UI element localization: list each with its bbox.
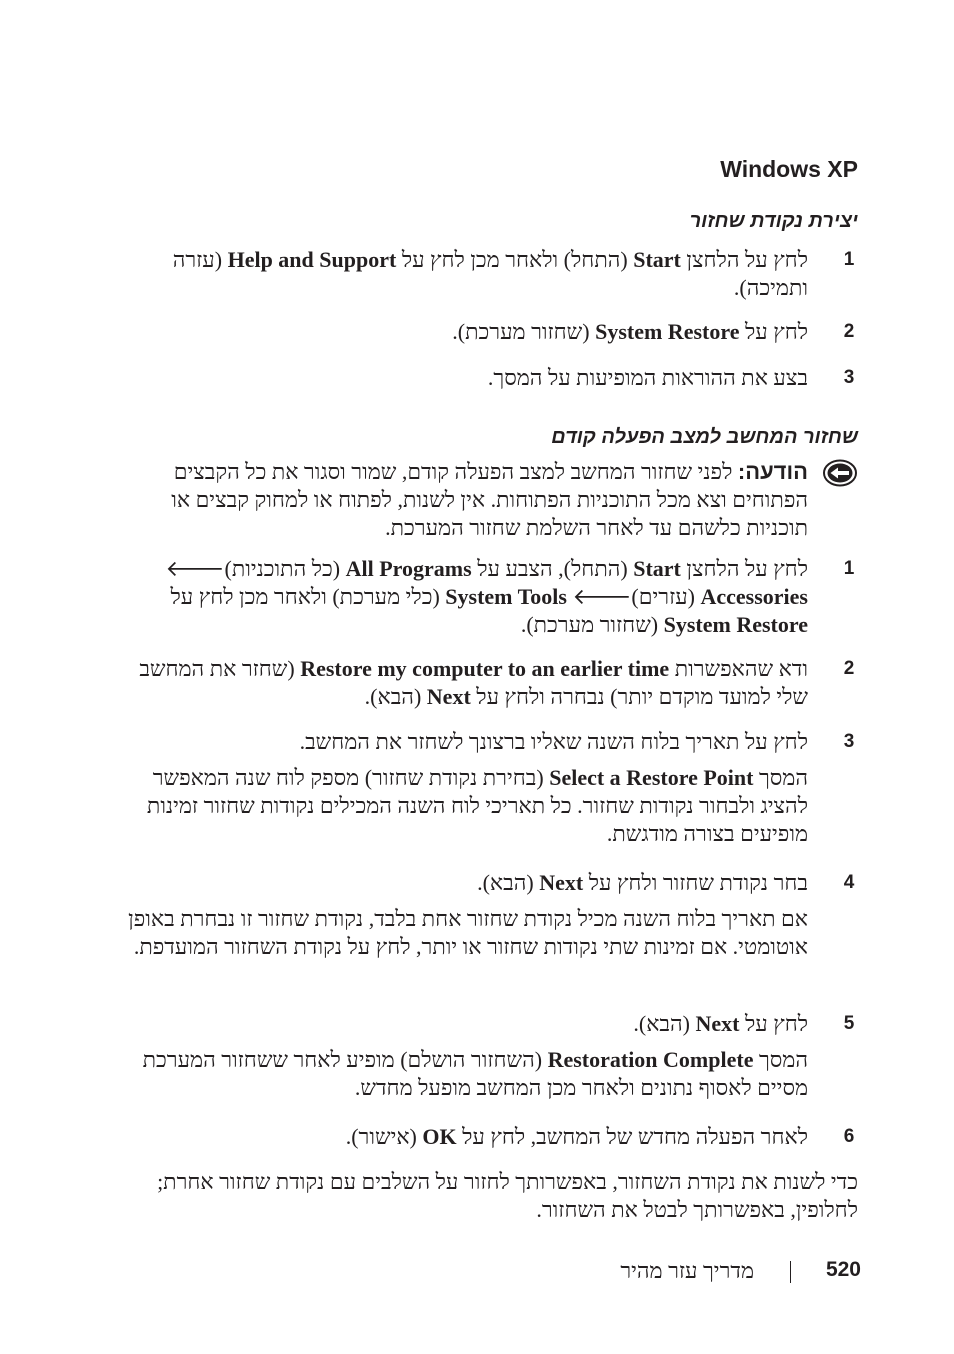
subsection-title-create-restore-point: יצירת נקודת שחזור xyxy=(689,210,858,232)
step-text: בצע את ההוראות המופיעות על המסך. xyxy=(487,365,808,390)
step-number: 2 xyxy=(843,658,855,679)
step-text: לחץ על System Restore (שחזור מערכת). xyxy=(452,319,808,344)
step-detail-paragraph: המסך Select a Restore Point (בחירת נקודת שחזור) מספק לוח שנה המאפשר להציג ולבחור נקודות שחזור. כל תאריכי לוח השנה המכילים נקודות שחזור זמינות מופיעים בצורה מודגשת. xyxy=(146,765,808,846)
subsection-title-restore-computer: שחזור המחשב למצב הפעלה קודם xyxy=(551,426,858,448)
page-number: 520 xyxy=(825,1258,861,1281)
footer-divider xyxy=(790,1261,791,1283)
step-text: לחץ על הלחצן Start (התחל) ולאחר מכן לחץ על Help and Support (עזרה ותמיכה). xyxy=(172,247,808,300)
closing-paragraph: כדי לשנות את נקודת השחזור, באפשרותך לחזור על השלבים עם נקודת שחזור אחרת; לחלופין, באפשרותך לבטל את השחזור. xyxy=(157,1169,858,1222)
notice-icon xyxy=(822,459,858,487)
notice-block xyxy=(118,458,808,542)
step-number: 5 xyxy=(843,1013,855,1034)
step-text: לחץ על תאריך בלוח השנה שאליו ברצונך לשחזר את המחשב. xyxy=(299,729,808,754)
section-title: Windows XP xyxy=(720,156,858,182)
step-detail-paragraph: המסך Restoration Complete (השחזור הושלם) מופיע לאחר ששחזור המערכת מסיים לאסוף נתונים ולאחר מכן המחשב מופעל מחדש. xyxy=(142,1047,808,1100)
step-number: 6 xyxy=(843,1126,855,1147)
step-text: לחץ על Next (הבא). xyxy=(633,1011,808,1036)
notice-text: לפני שחזור המחשב למצב הפעלה קודם, שמור וסגור את כל הקבצים הפתוחים וצא מכל התוכניות הפתוחות. אין לשנות, לפתוח או למחוק קבצים או תוכניות כלשהם עד לאחר השלמת שחזור המערכת. xyxy=(171,459,808,540)
step-text: לחץ על הלחצן Start (התחל), הצבע על All Programs (כל התוכניות)🡐 Accessories (עזרים)🡐 System Tools (כלי מערכת) ולאחר מכן לחץ על System Restore (שחזור מערכת). xyxy=(165,556,808,637)
notice-label: הודעה: xyxy=(737,459,808,484)
step-text: לאחר הפעלה מחדש של המחשב, לחץ על OK (אישור). xyxy=(345,1124,808,1149)
step-detail-paragraph: אם תאריך בלוח השנה מכיל נקודת שחזור אחת בלבד, נקודת שחזור זו נבחרת באופן אוטומטי. אם זמינות שתי נקודות שחזור או יותר, לחץ על נקודת השחזור המועדפת. xyxy=(128,906,808,959)
step-number: 2 xyxy=(843,321,855,342)
step-number: 3 xyxy=(843,731,855,752)
step-text: ודא שהאפשרות Restore my computer to an earlier time (שחזר את המחשב שלי למועד מוקדם יותר) נבחרה ולחץ על Next (הבא). xyxy=(139,656,808,709)
footer-title: מדריך עזר מהיר xyxy=(620,1258,754,1283)
step-number: 3 xyxy=(843,367,855,388)
step-number: 1 xyxy=(843,558,855,579)
step-number: 4 xyxy=(843,872,855,893)
step-number: 1 xyxy=(843,249,855,270)
step-text: בחר נקודת שחזור ולחץ על Next (הבא). xyxy=(477,870,808,895)
